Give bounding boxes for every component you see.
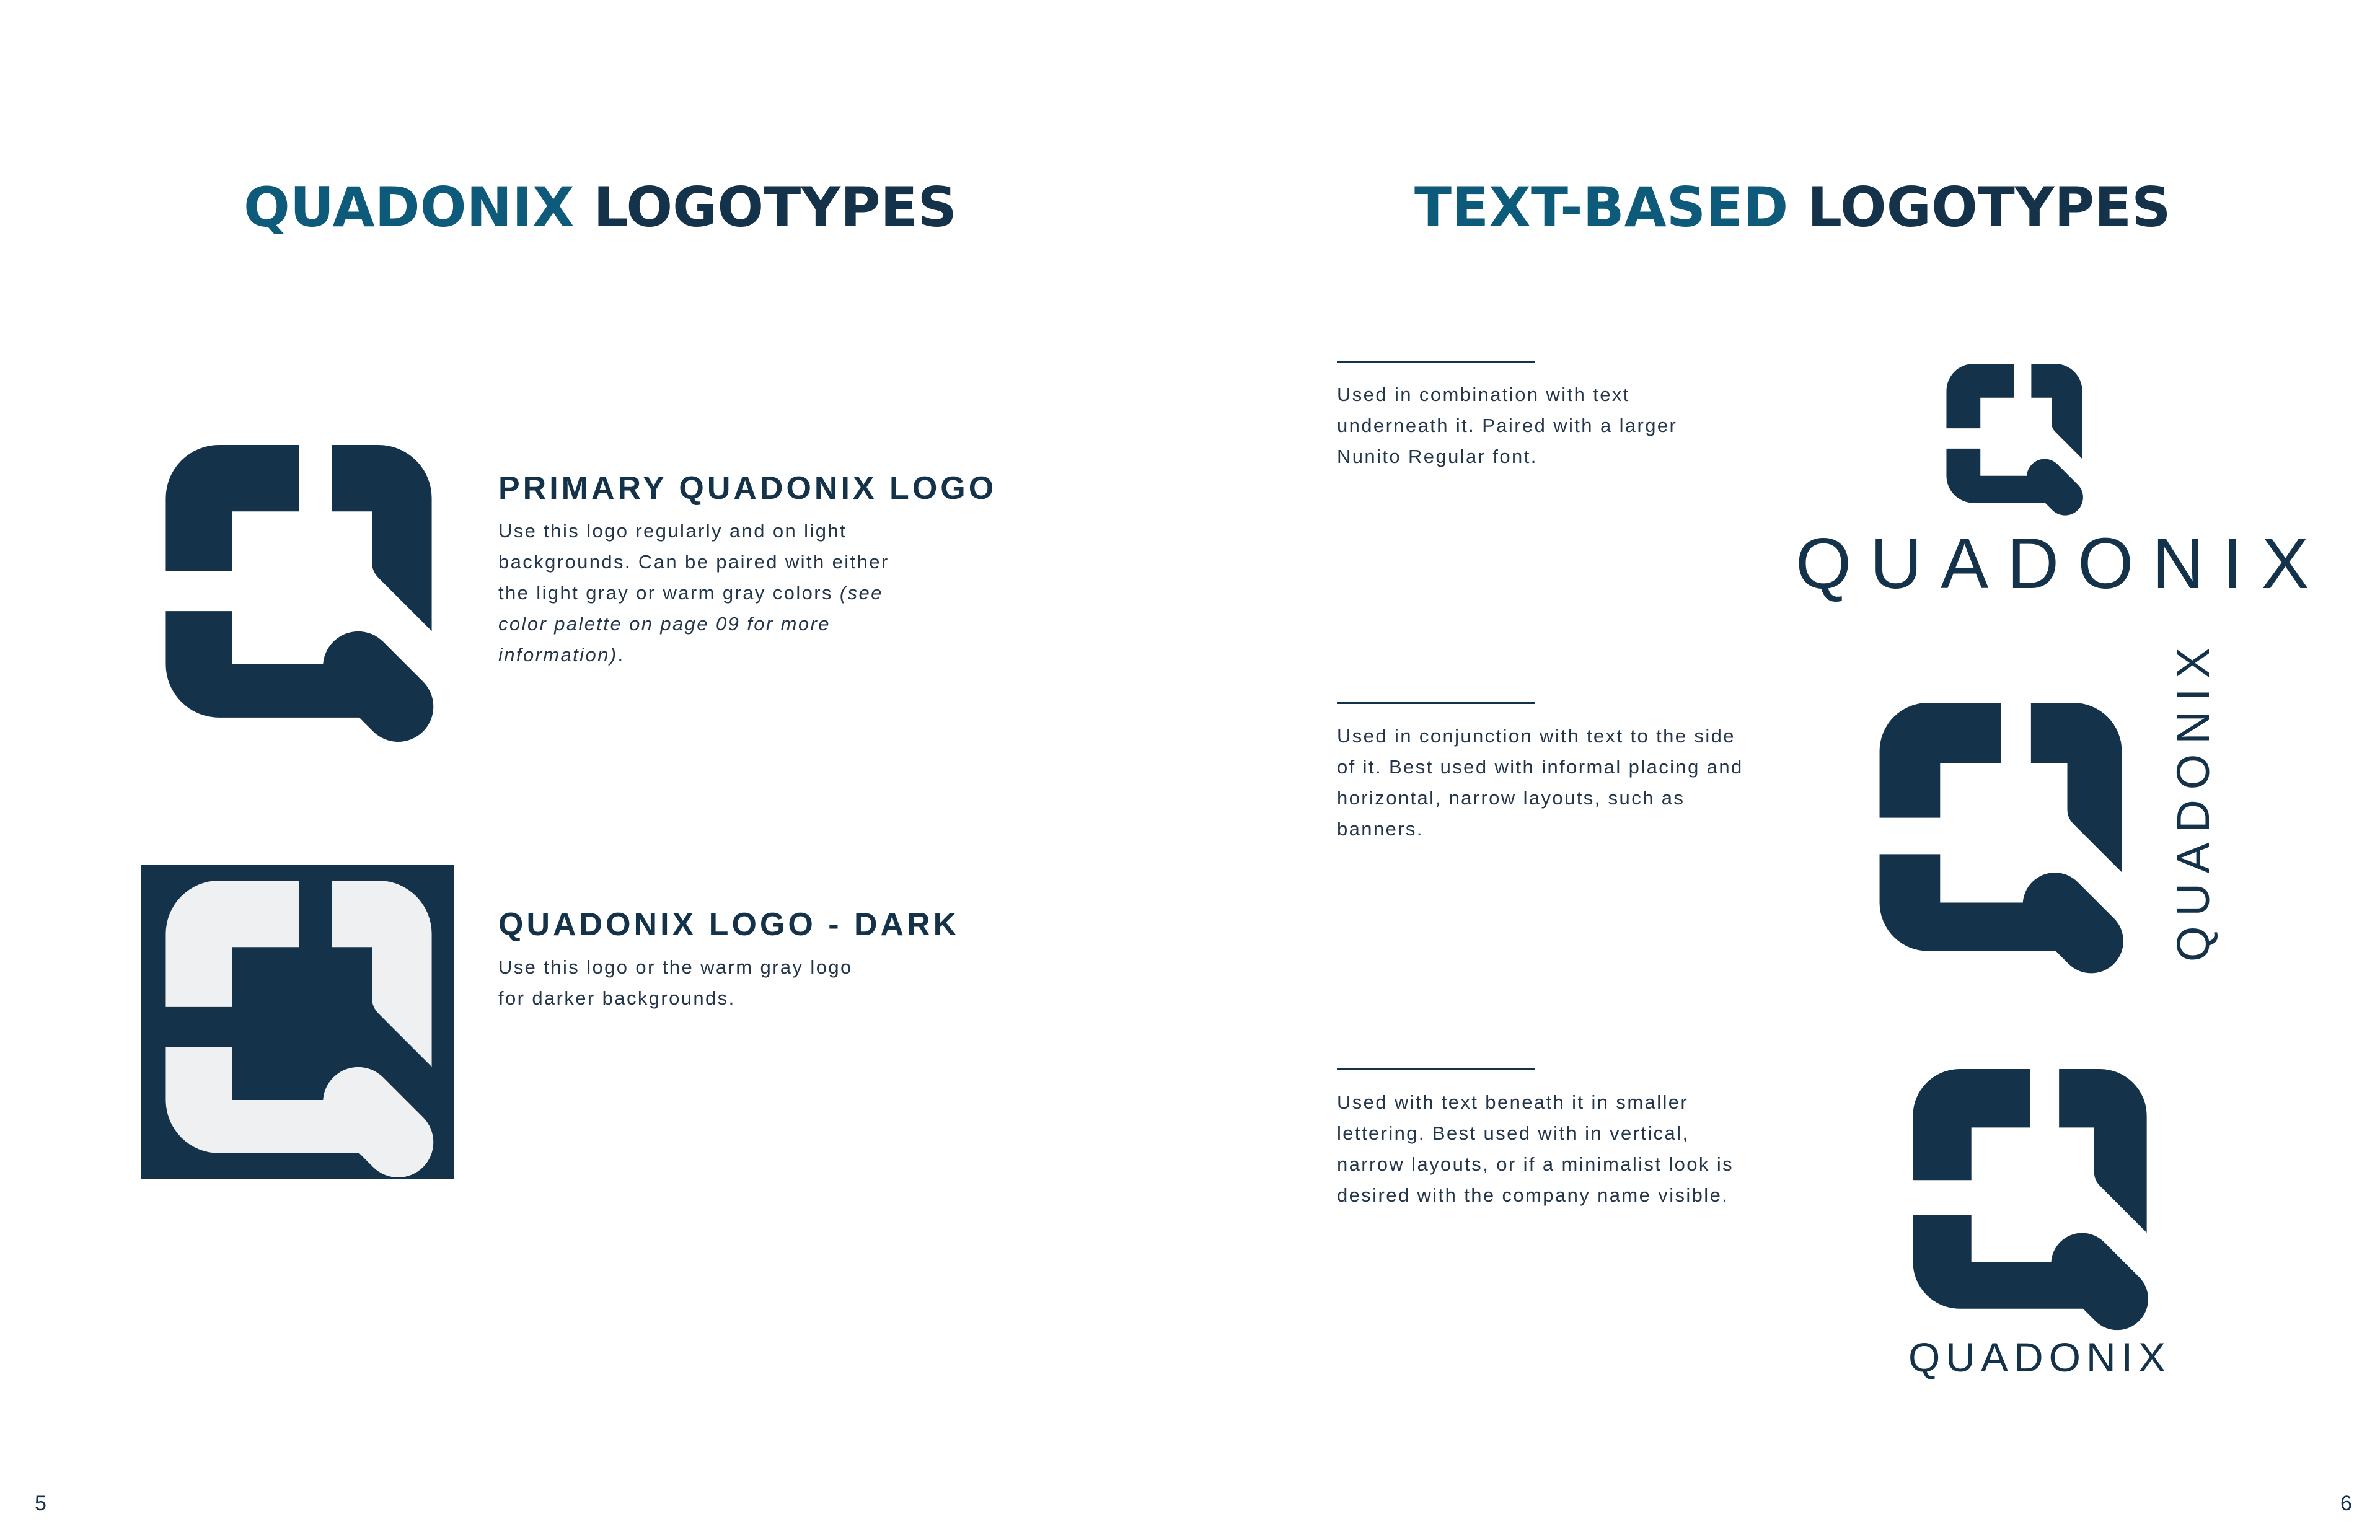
page-number-left: 5 bbox=[35, 1492, 46, 1515]
quadonix-q-logo-icon bbox=[156, 445, 441, 737]
primary-logo-description-italic: (see color palette on page 09 for more information) bbox=[498, 582, 883, 666]
left-page-heading bbox=[244, 175, 957, 239]
quadonix-q-logo-icon bbox=[1942, 364, 2086, 513]
primary-logo-description-end: . bbox=[617, 644, 625, 666]
primary-logo-description bbox=[498, 516, 907, 671]
logo-variant-2 bbox=[1872, 703, 2130, 969]
divider-rule bbox=[1337, 361, 1535, 363]
variant-1-description: Used in combination with text underneath it. Paired with a larger Nunito Regular font. bbox=[1337, 384, 1678, 467]
wordmark-beneath-small: QUADONIX bbox=[1908, 1334, 2172, 1380]
primary-logo-title: PRIMARY QUADONIX LOGO bbox=[498, 470, 997, 506]
quadonix-q-logo-icon bbox=[1872, 703, 2130, 969]
dark-logo-description: Use this logo or the warm gray logo for darker backgrounds. bbox=[498, 956, 853, 1009]
right-heading-rest: LOGOTYPES bbox=[1788, 175, 2171, 239]
primary-logo-description-text: Use this logo regularly and on light backgrounds. Can be paired with either the light gray or warm gray colors bbox=[498, 520, 889, 604]
right-page-heading bbox=[1414, 175, 2171, 239]
right-heading-accent: TEXT-BASED bbox=[1414, 175, 1789, 239]
divider-rule bbox=[1337, 702, 1535, 704]
page-number-right: 6 bbox=[2340, 1492, 2352, 1515]
logo-variant-3 bbox=[1905, 1069, 2155, 1326]
variant-2-description: Used in conjunction with text to the side of it. Best used with informal placing and horizontal, narrow layouts, such as banners. bbox=[1337, 725, 1743, 840]
logo-variant-1 bbox=[1942, 364, 2086, 513]
variant-3-description: Used with text beneath it in smaller lettering. Best used with in vertical, narrow layouts, or if a minimalist look is desired with the company name visible. bbox=[1337, 1091, 1734, 1206]
left-heading-rest: LOGOTYPES bbox=[574, 175, 957, 239]
quadonix-q-logo-icon bbox=[156, 881, 441, 1173]
quadonix-q-logo-icon bbox=[1905, 1069, 2155, 1326]
primary-quadonix-logo bbox=[156, 445, 441, 737]
divider-rule bbox=[1337, 1068, 1535, 1070]
left-heading-accent: QUADONIX bbox=[244, 175, 575, 239]
wordmark-underneath-large: QUADONIX bbox=[1796, 523, 2328, 604]
dark-logo-tile bbox=[141, 865, 454, 1179]
dark-logo-title: QUADONIX LOGO - DARK bbox=[498, 907, 960, 943]
wordmark-vertical-side: QUADONIX bbox=[2167, 638, 2219, 962]
